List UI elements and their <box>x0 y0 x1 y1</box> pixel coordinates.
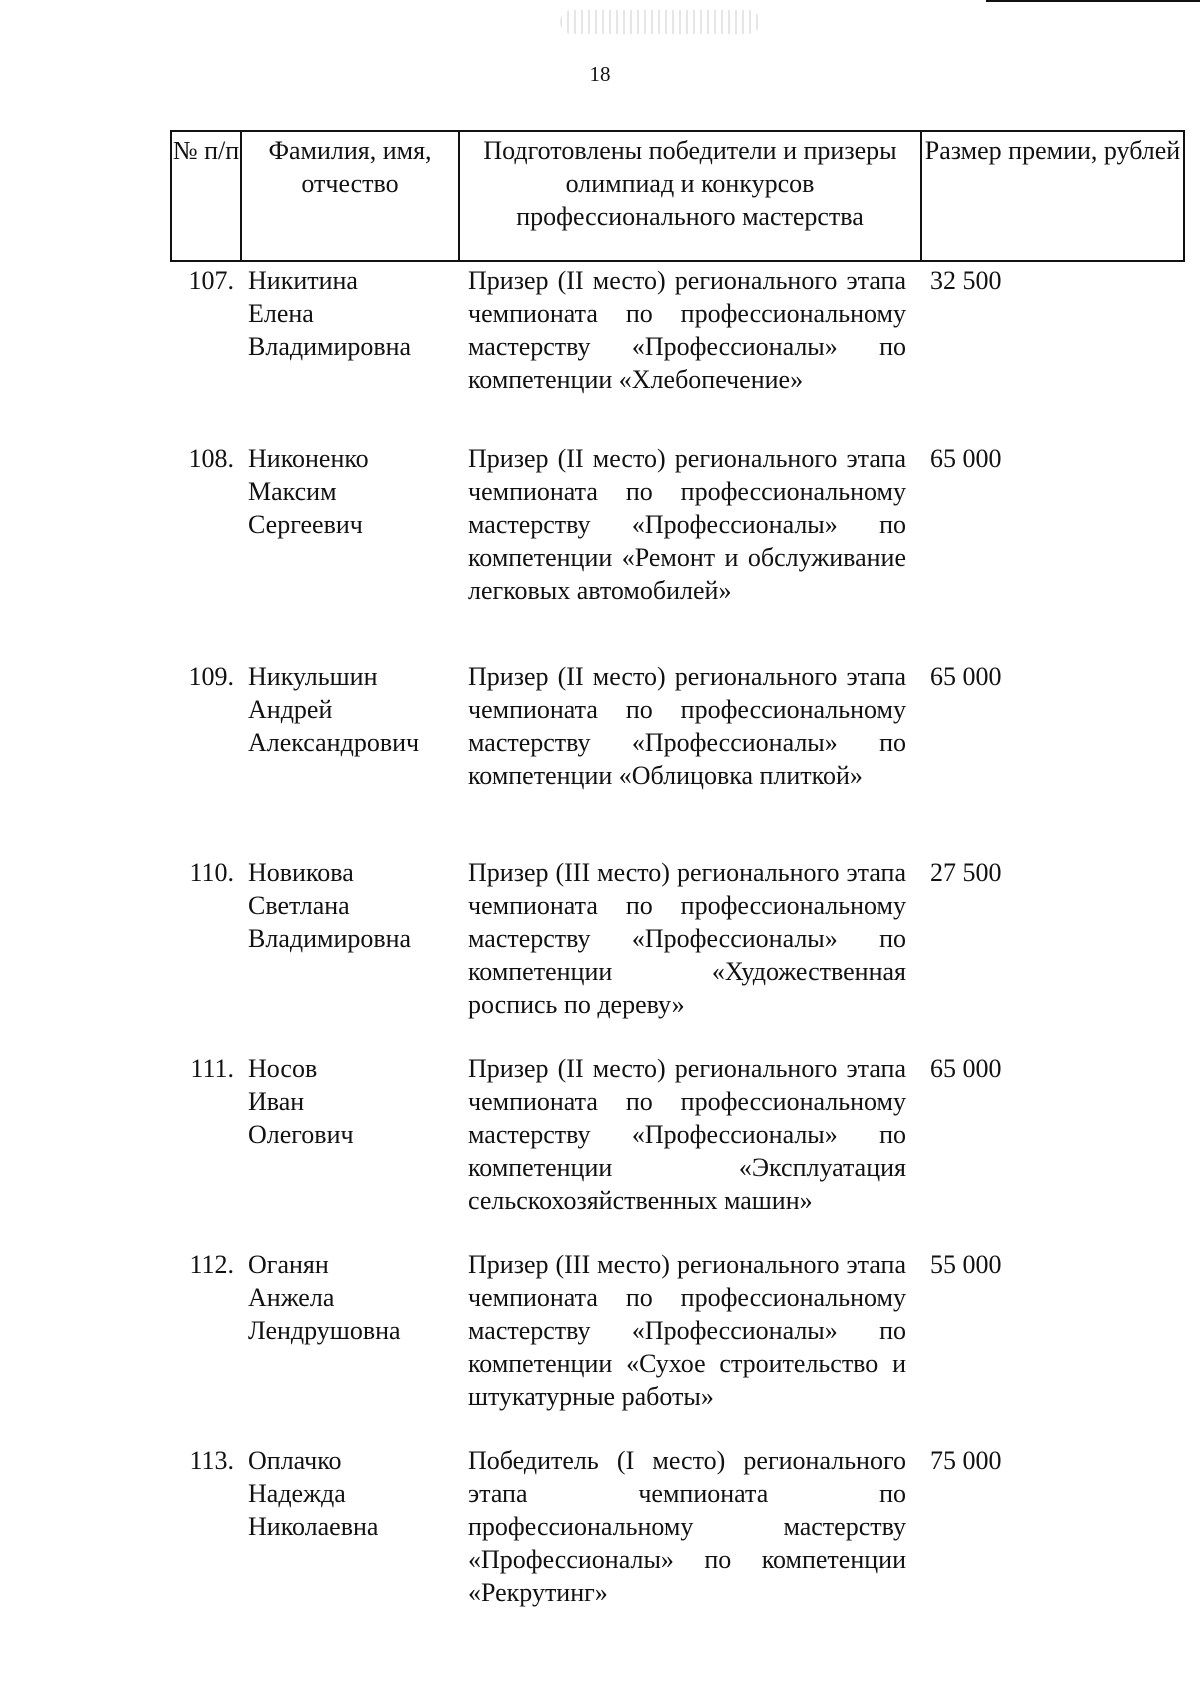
row-amount: 65 000 <box>930 662 1002 691</box>
row-description: Призер (II место) регионального этапа чемпионата по профессиональному мастерству «Профессионалы» по компетенции «Облицовка плиткой» <box>468 662 906 790</box>
row-description: Призер (III место) регионального этапа чемпионата по профессиональному мастерству «Профессионалы» по компетенции «Сухое строительство и штукатурные работы» <box>468 1250 906 1411</box>
row-amount: 27 500 <box>930 858 1002 887</box>
row-name: Оганян Анжела Лендрушовна <box>248 1250 401 1345</box>
table-row <box>170 442 1185 607</box>
header-amount: Размер премии, рублей <box>924 136 1181 165</box>
table-row <box>170 856 1185 1021</box>
row-amount: 65 000 <box>930 1054 1002 1083</box>
table-header <box>170 130 1185 262</box>
row-name: Носов Иван Олегович <box>248 1054 354 1149</box>
row-amount: 75 000 <box>930 1446 1002 1475</box>
row-description: Призер (II место) регионального этапа чемпионата по профессиональному мастерству «Профессионалы» по компетенции «Эксплуатация сельскохозяйственных машин» <box>468 1054 906 1215</box>
row-name: Никитина Елена Владимировна <box>248 266 412 361</box>
row-number: 111. <box>190 1054 234 1083</box>
row-number: 108. <box>188 444 234 473</box>
row-name: Никульшин Андрей Александрович <box>248 662 420 757</box>
row-amount: 32 500 <box>930 266 1002 295</box>
row-number: 110. <box>189 858 234 887</box>
row-description: Призер (II место) регионального этапа чемпионата по профессиональному мастерству «Профессионалы» по компетенции «Ремонт и обслуживание легковых автомобилей» <box>468 444 906 605</box>
table-row <box>170 1052 1185 1217</box>
row-number: 107. <box>188 266 234 295</box>
row-number: 112. <box>189 1250 234 1279</box>
page-number: 18 <box>589 62 611 86</box>
row-number: 113. <box>189 1446 234 1475</box>
header-name: Фамилия, имя, отчество <box>242 132 460 260</box>
row-name: Никоненко Максим Сергеевич <box>248 444 369 539</box>
table-row <box>170 1248 1185 1413</box>
row-description: Призер (II место) регионального этапа чемпионата по профессиональному мастерству «Профессионалы» по компетенции «Хлебопечение» <box>468 266 906 394</box>
header-num: № п/п <box>172 132 242 260</box>
row-name: Новикова Светлана Владимировна <box>248 858 412 953</box>
row-number: 109. <box>188 662 234 691</box>
top-right-rule <box>986 0 1200 2</box>
table-row <box>170 660 1185 792</box>
scan-smudge <box>560 10 760 34</box>
row-name: Оплачко Надежда Николаевна <box>248 1446 379 1541</box>
table-row <box>170 264 1185 396</box>
table-row <box>170 1444 1185 1609</box>
row-description: Победитель (I место) регионального этапа чемпионата по профессиональному мастерству «Профессионалы» по компетенции «Рекрутинг» <box>468 1446 906 1607</box>
row-description: Призер (III место) регионального этапа чемпионата по профессиональному мастерству «Профессионалы» по компетенции «Художественная роспись по дереву» <box>468 858 906 1019</box>
row-amount: 55 000 <box>930 1250 1002 1279</box>
row-amount: 65 000 <box>930 444 1002 473</box>
header-description: Подготовлены победители и призеры олимпиад и конкурсов профессионального мастерства <box>460 132 922 260</box>
